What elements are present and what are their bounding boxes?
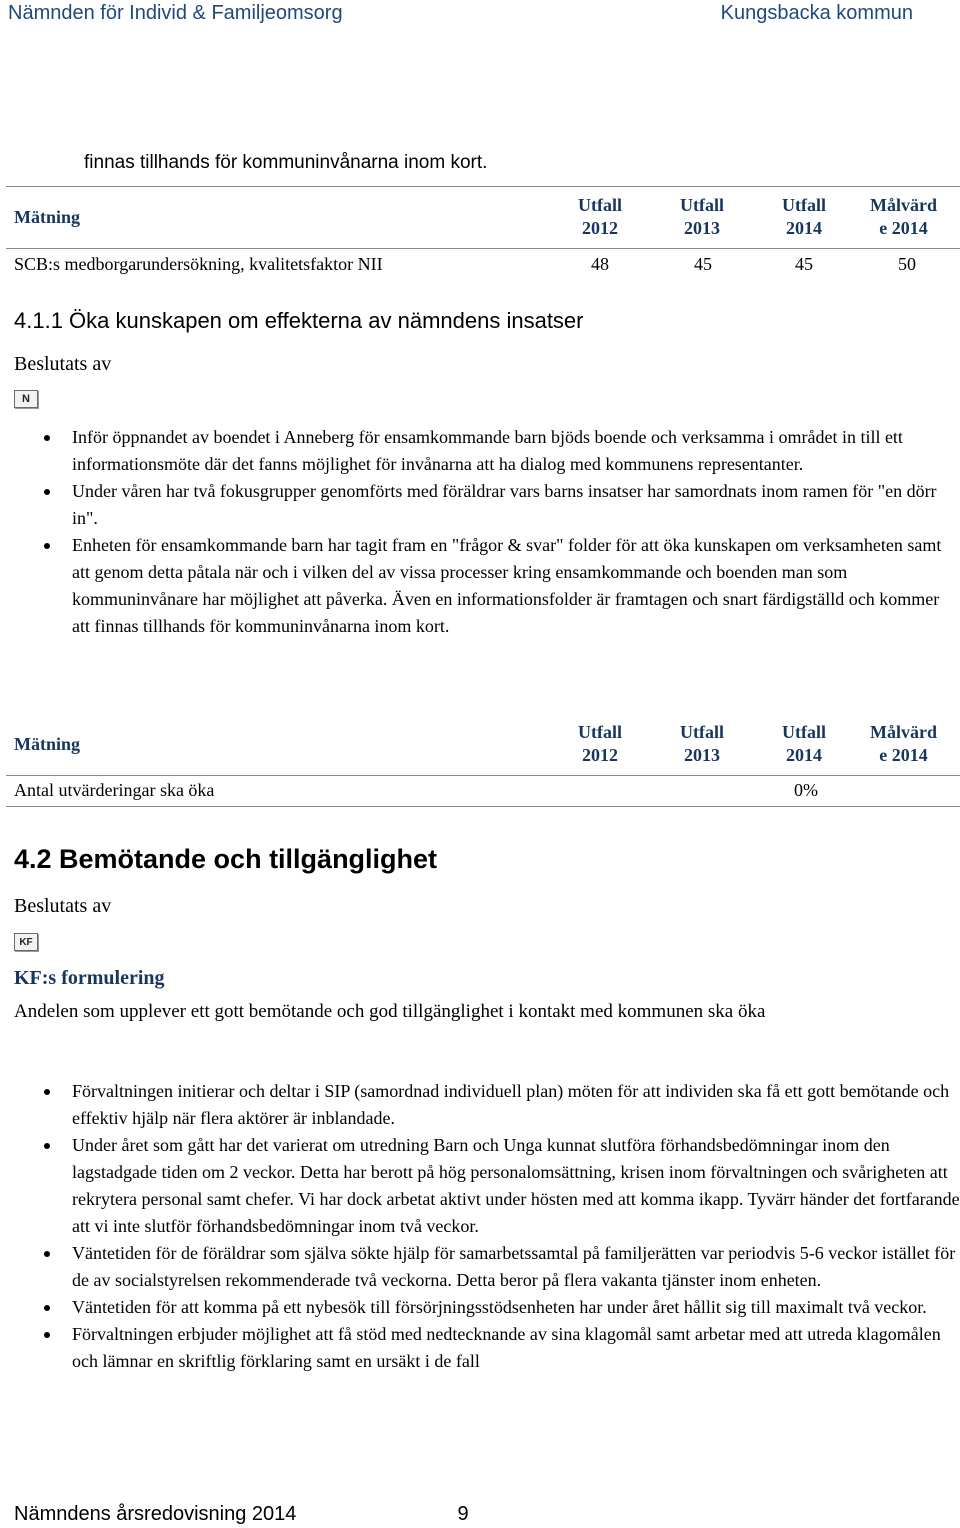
header-org-name: Nämnden för Individ & Familjeomsorg — [8, 2, 343, 24]
measurement-table-1 — [0, 186, 960, 286]
table-cell-2013: 45 — [694, 254, 712, 274]
kf-formulation-text: Andelen som upplever ett gott bemötande och god tillgänglighet i kontakt med kommunen ska öka — [14, 1001, 766, 1022]
table-row-label: SCB:s medborgarundersökning, kvalitetsfaktor NII — [14, 254, 383, 274]
measure-header: Mätning — [14, 207, 81, 227]
decided-by-label: Beslutats av — [14, 353, 112, 375]
list-item: Förvaltningen initierar och deltar i SIP (samordnad individuell plan) möten för att individen ska få ett gott bemötande och effektiv hjälp när flera aktörer är inblandade. — [0, 1078, 960, 1132]
table-cell-2012: 48 — [591, 254, 609, 274]
col-header-2014: Utfall 2014 — [782, 722, 826, 765]
table-top-rule — [6, 186, 960, 187]
list-item: Väntetiden för att komma på ett nybesök till försörjningsstödsenheten har under året hållit sig till maximalt två veckor. — [0, 1294, 960, 1321]
col-header-2012: Utfall 2012 — [578, 722, 622, 765]
col-header-2014: Utfall 2014 — [782, 195, 826, 238]
table-cell-2014: 45 — [795, 254, 813, 274]
section-4-2-bullets — [0, 1078, 960, 1375]
section-4-1-1-bullets — [0, 424, 960, 640]
col-header-2013: Utfall 2013 — [680, 195, 724, 238]
page-number: 9 — [457, 1503, 469, 1525]
table-row-label: Antal utvärderingar ska öka — [14, 780, 215, 800]
page-header — [0, 0, 960, 26]
list-item: Väntetiden för de föräldrar som själva sökte hjälp för samarbetssamtal på familjerätten var periodvis 5-6 veckor istället för de av socialstyrelsen rekommenderade två veckorna. Detta beror på flera vakanta tjänster inom enheten. — [0, 1240, 960, 1294]
col-header-target: Målvärd e 2014 — [870, 195, 937, 238]
table-cell-2014: 0% — [794, 780, 818, 800]
col-header-2013: Utfall 2013 — [680, 722, 724, 765]
decision-n-icon: N — [14, 390, 38, 408]
measure-header: Mätning — [14, 734, 81, 754]
decided-by-label: Beslutats av — [14, 895, 112, 917]
footer-title: Nämndens årsredovisning 2014 — [14, 1503, 297, 1525]
table-bottom-rule — [6, 806, 960, 807]
col-header-target: Målvärd e 2014 — [870, 722, 937, 765]
list-item: Inför öppnandet av boendet i Anneberg för ensamkommande barn bjöds boende och verksamma i området in till ett informationsmöte där det fanns möjlighet för invånarna att ha dialog med kommunens representanter. — [0, 424, 960, 478]
section-heading-4-1-1: 4.1.1 Öka kunskapen om effekterna av nämndens insatser — [14, 308, 584, 333]
table-header-rule — [6, 248, 960, 249]
table-header-rule — [6, 775, 960, 776]
page-footer — [14, 1503, 469, 1526]
list-item: Förvaltningen erbjuder möjlighet att få stöd med nedtecknande av sina klagomål samt arbetar med att utreda klagomålen och lämnar en skriftlig förklaring samt en ursäkt i de fall — [0, 1321, 960, 1375]
header-municipality: Kungsbacka kommun — [720, 2, 913, 24]
section-heading-4-2: 4.2 Bemötande och tillgänglighet — [14, 844, 438, 874]
decision-kf-icon: KF — [14, 933, 38, 951]
continuation-text: finnas tillhands för kommuninvånarna inom kort. — [84, 152, 488, 173]
kf-formulation-label: KF:s formulering — [14, 967, 165, 989]
table-cell-target: 50 — [898, 254, 916, 274]
list-item: Under året som gått har det varierat om utredning Barn och Unga kunnat slutföra förhandsbedömningar inom den lagstadgade tiden om 2 veckor. Detta har berott på hög personalomsättning, krisen inom förvaltningen och svårigheten att rekrytera personal samt chefer. Vi har dock arbetat aktivt under hösten med att komma ikapp. Tyvärr händer det fortfarande att vi inte slutför förhandsbedömningar inom två veckor. — [0, 1132, 960, 1240]
list-item: Enheten för ensamkommande barn har tagit fram en "frågor & svar" folder för att öka kunskapen om verksamheten samt att genom detta påtala när och i vilken del av vissa processer kring ensamkommande och boenden man som kommuninvånare har möjlighet att påverka. Även en informationsfolder är framtagen och snart färdigställd och kommer att finnas tillhands för kommuninvånarna inom kort. — [0, 532, 960, 640]
measurement-table-2 — [0, 713, 960, 808]
list-item: Under våren har två fokusgrupper genomförts med föräldrar vars barns insatser har samordnats inom ramen för "en dörr in". — [0, 478, 960, 532]
col-header-2012: Utfall 2012 — [578, 195, 622, 238]
